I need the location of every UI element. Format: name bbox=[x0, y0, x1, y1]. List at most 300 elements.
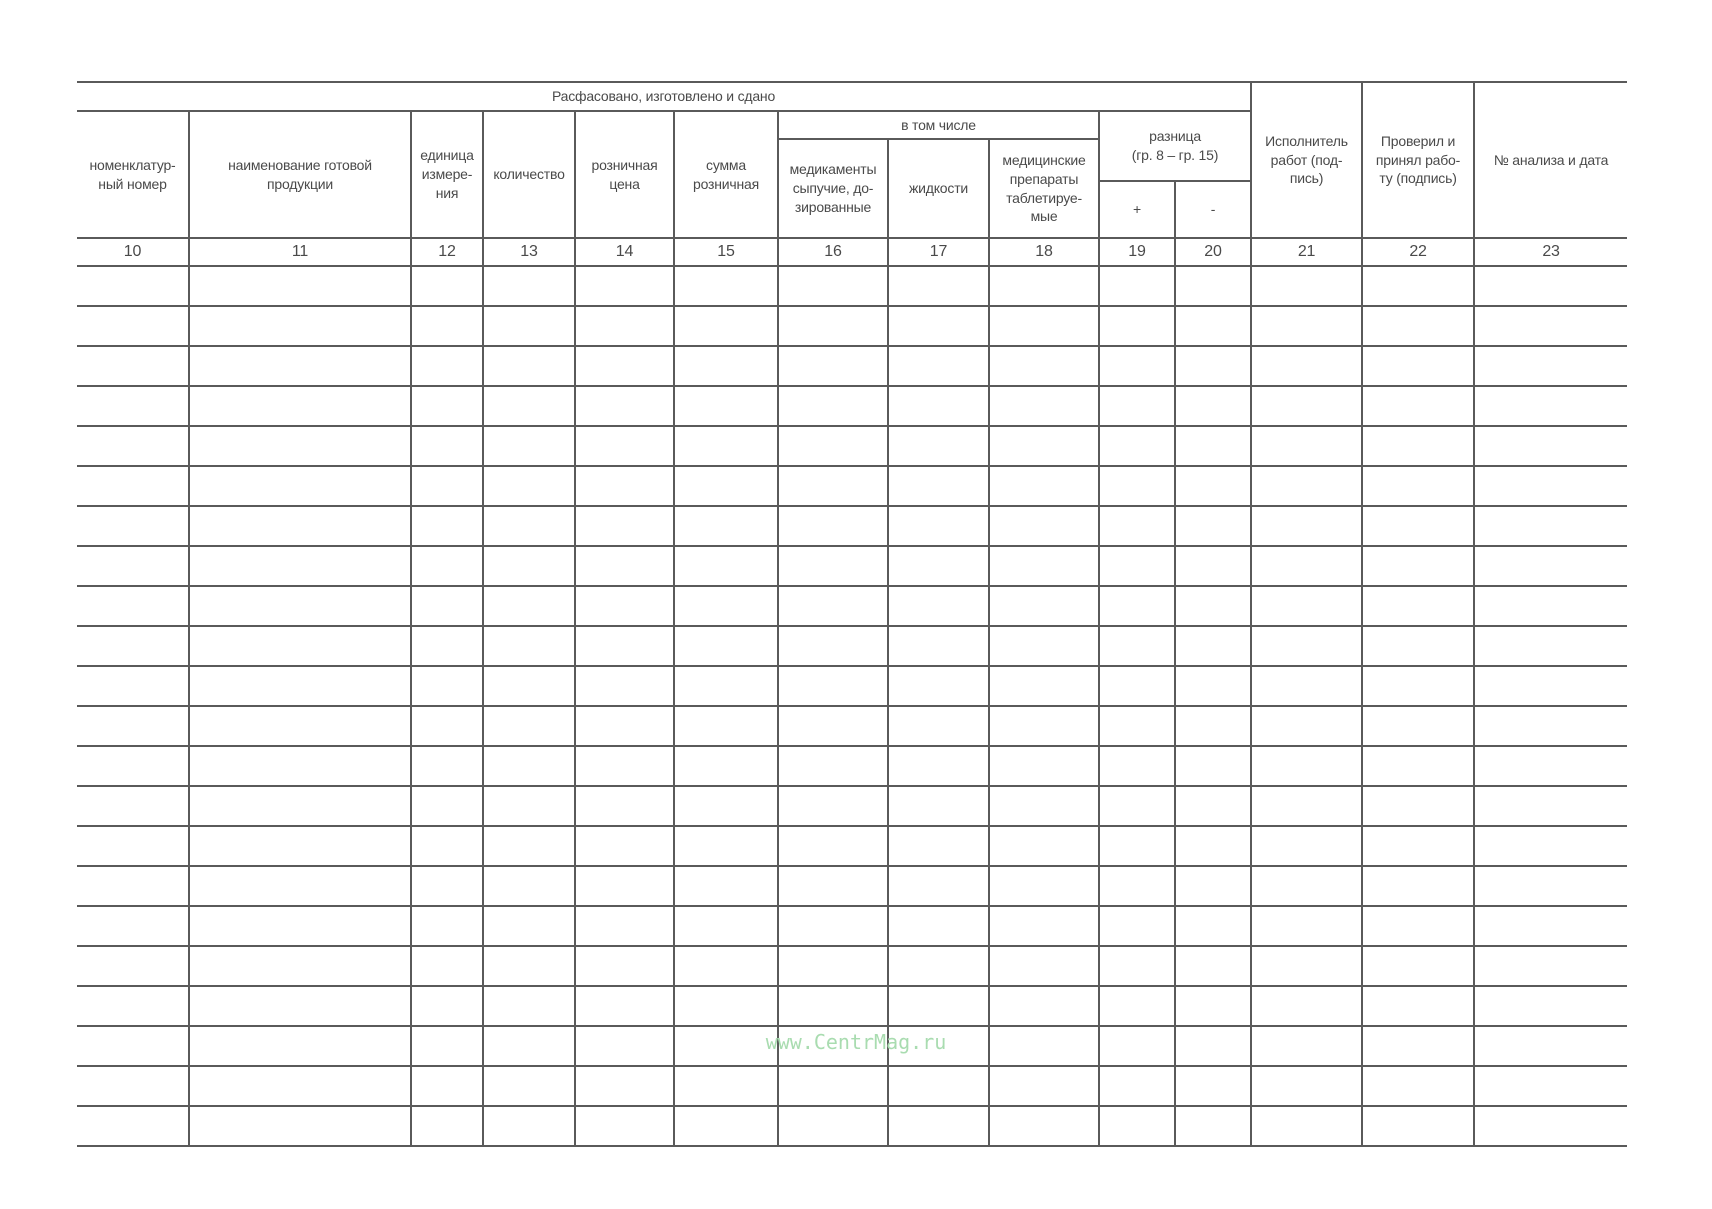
table-cell[interactable] bbox=[575, 306, 674, 346]
table-cell[interactable] bbox=[575, 746, 674, 786]
table-cell[interactable] bbox=[888, 746, 989, 786]
table-cell[interactable] bbox=[1362, 1026, 1474, 1066]
table-cell[interactable] bbox=[77, 986, 189, 1026]
table-cell[interactable] bbox=[77, 706, 189, 746]
table-cell[interactable] bbox=[77, 746, 189, 786]
table-cell[interactable] bbox=[989, 306, 1099, 346]
table-cell[interactable] bbox=[1474, 466, 1627, 506]
table-cell[interactable] bbox=[77, 306, 189, 346]
table-cell[interactable] bbox=[1251, 346, 1362, 386]
table-cell[interactable] bbox=[888, 306, 989, 346]
table-cell[interactable] bbox=[1362, 586, 1474, 626]
table-cell[interactable] bbox=[1175, 626, 1251, 666]
table-cell[interactable] bbox=[1474, 1066, 1627, 1106]
table-cell[interactable] bbox=[1474, 1106, 1627, 1146]
table-cell[interactable] bbox=[1175, 1106, 1251, 1146]
table-cell[interactable] bbox=[989, 786, 1099, 826]
table-cell[interactable] bbox=[575, 946, 674, 986]
table-cell[interactable] bbox=[77, 586, 189, 626]
table-cell[interactable] bbox=[778, 386, 888, 426]
table-cell[interactable] bbox=[989, 266, 1099, 306]
table-cell[interactable] bbox=[575, 546, 674, 586]
table-cell[interactable] bbox=[888, 706, 989, 746]
table-cell[interactable] bbox=[189, 306, 411, 346]
table-cell[interactable] bbox=[483, 906, 575, 946]
table-cell[interactable] bbox=[411, 826, 483, 866]
table-cell[interactable] bbox=[575, 666, 674, 706]
table-cell[interactable] bbox=[189, 506, 411, 546]
table-cell[interactable] bbox=[1099, 1066, 1175, 1106]
table-cell[interactable] bbox=[1474, 786, 1627, 826]
table-cell[interactable] bbox=[483, 586, 575, 626]
table-cell[interactable] bbox=[189, 1106, 411, 1146]
table-cell[interactable] bbox=[674, 466, 778, 506]
table-cell[interactable] bbox=[189, 1066, 411, 1106]
table-cell[interactable] bbox=[888, 946, 989, 986]
table-cell[interactable] bbox=[1175, 546, 1251, 586]
table-cell[interactable] bbox=[1099, 666, 1175, 706]
table-cell[interactable] bbox=[77, 346, 189, 386]
table-cell[interactable] bbox=[483, 706, 575, 746]
table-cell[interactable] bbox=[77, 906, 189, 946]
table-cell[interactable] bbox=[483, 546, 575, 586]
table-cell[interactable] bbox=[989, 506, 1099, 546]
table-cell[interactable] bbox=[1251, 826, 1362, 866]
table-cell[interactable] bbox=[411, 506, 483, 546]
table-cell[interactable] bbox=[1175, 746, 1251, 786]
table-cell[interactable] bbox=[778, 546, 888, 586]
table-cell[interactable] bbox=[1474, 706, 1627, 746]
table-cell[interactable] bbox=[674, 306, 778, 346]
table-cell[interactable] bbox=[189, 626, 411, 666]
table-cell[interactable] bbox=[674, 786, 778, 826]
table-cell[interactable] bbox=[575, 346, 674, 386]
table-cell[interactable] bbox=[1474, 946, 1627, 986]
table-cell[interactable] bbox=[778, 1066, 888, 1106]
table-cell[interactable] bbox=[1175, 786, 1251, 826]
table-cell[interactable] bbox=[189, 786, 411, 826]
table-cell[interactable] bbox=[1251, 666, 1362, 706]
table-cell[interactable] bbox=[1251, 266, 1362, 306]
table-cell[interactable] bbox=[1099, 546, 1175, 586]
table-cell[interactable] bbox=[1099, 466, 1175, 506]
table-cell[interactable] bbox=[411, 986, 483, 1026]
table-cell[interactable] bbox=[575, 706, 674, 746]
table-cell[interactable] bbox=[888, 386, 989, 426]
table-cell[interactable] bbox=[411, 666, 483, 706]
table-cell[interactable] bbox=[674, 386, 778, 426]
table-cell[interactable] bbox=[888, 866, 989, 906]
table-cell[interactable] bbox=[1175, 306, 1251, 346]
table-cell[interactable] bbox=[1362, 386, 1474, 426]
table-cell[interactable] bbox=[778, 306, 888, 346]
table-cell[interactable] bbox=[575, 506, 674, 546]
table-cell[interactable] bbox=[888, 586, 989, 626]
table-cell[interactable] bbox=[1099, 706, 1175, 746]
table-cell[interactable] bbox=[575, 426, 674, 466]
table-cell[interactable] bbox=[888, 1106, 989, 1146]
table-cell[interactable] bbox=[77, 826, 189, 866]
table-cell[interactable] bbox=[1474, 586, 1627, 626]
table-cell[interactable] bbox=[483, 506, 575, 546]
table-cell[interactable] bbox=[1474, 666, 1627, 706]
table-cell[interactable] bbox=[575, 786, 674, 826]
table-cell[interactable] bbox=[1099, 906, 1175, 946]
table-cell[interactable] bbox=[77, 1026, 189, 1066]
table-cell[interactable] bbox=[411, 706, 483, 746]
table-cell[interactable] bbox=[674, 826, 778, 866]
table-cell[interactable] bbox=[674, 1026, 778, 1066]
table-cell[interactable] bbox=[674, 426, 778, 466]
table-cell[interactable] bbox=[77, 666, 189, 706]
table-cell[interactable] bbox=[189, 946, 411, 986]
table-cell[interactable] bbox=[1175, 1026, 1251, 1066]
table-cell[interactable] bbox=[411, 866, 483, 906]
table-cell[interactable] bbox=[1175, 346, 1251, 386]
table-cell[interactable] bbox=[575, 1066, 674, 1106]
table-cell[interactable] bbox=[483, 746, 575, 786]
table-cell[interactable] bbox=[1175, 906, 1251, 946]
table-cell[interactable] bbox=[483, 346, 575, 386]
table-cell[interactable] bbox=[989, 826, 1099, 866]
table-cell[interactable] bbox=[189, 426, 411, 466]
table-cell[interactable] bbox=[1251, 426, 1362, 466]
table-cell[interactable] bbox=[888, 1026, 989, 1066]
table-cell[interactable] bbox=[1474, 546, 1627, 586]
table-cell[interactable] bbox=[1474, 346, 1627, 386]
table-cell[interactable] bbox=[1251, 626, 1362, 666]
table-cell[interactable] bbox=[888, 626, 989, 666]
table-cell[interactable] bbox=[989, 1066, 1099, 1106]
table-cell[interactable] bbox=[1474, 1026, 1627, 1066]
table-cell[interactable] bbox=[989, 586, 1099, 626]
table-cell[interactable] bbox=[1175, 506, 1251, 546]
table-cell[interactable] bbox=[674, 266, 778, 306]
table-cell[interactable] bbox=[778, 506, 888, 546]
table-cell[interactable] bbox=[1175, 706, 1251, 746]
table-cell[interactable] bbox=[778, 706, 888, 746]
table-cell[interactable] bbox=[888, 666, 989, 706]
table-cell[interactable] bbox=[189, 906, 411, 946]
table-cell[interactable] bbox=[1251, 386, 1362, 426]
table-cell[interactable] bbox=[1251, 906, 1362, 946]
table-cell[interactable] bbox=[411, 466, 483, 506]
table-cell[interactable] bbox=[674, 746, 778, 786]
table-cell[interactable] bbox=[411, 306, 483, 346]
table-cell[interactable] bbox=[778, 626, 888, 666]
table-cell[interactable] bbox=[1362, 506, 1474, 546]
table-cell[interactable] bbox=[674, 546, 778, 586]
table-cell[interactable] bbox=[575, 986, 674, 1026]
table-cell[interactable] bbox=[1362, 1106, 1474, 1146]
table-cell[interactable] bbox=[888, 506, 989, 546]
table-cell[interactable] bbox=[483, 946, 575, 986]
table-cell[interactable] bbox=[575, 466, 674, 506]
table-cell[interactable] bbox=[1175, 826, 1251, 866]
table-cell[interactable] bbox=[1362, 746, 1474, 786]
table-cell[interactable] bbox=[989, 666, 1099, 706]
table-cell[interactable] bbox=[989, 626, 1099, 666]
table-cell[interactable] bbox=[778, 746, 888, 786]
table-cell[interactable] bbox=[888, 466, 989, 506]
table-cell[interactable] bbox=[483, 626, 575, 666]
table-cell[interactable] bbox=[1175, 266, 1251, 306]
table-cell[interactable] bbox=[77, 626, 189, 666]
table-cell[interactable] bbox=[989, 386, 1099, 426]
table-cell[interactable] bbox=[989, 346, 1099, 386]
table-cell[interactable] bbox=[411, 586, 483, 626]
table-cell[interactable] bbox=[77, 506, 189, 546]
table-cell[interactable] bbox=[1251, 946, 1362, 986]
table-cell[interactable] bbox=[989, 746, 1099, 786]
table-cell[interactable] bbox=[77, 466, 189, 506]
table-cell[interactable] bbox=[483, 826, 575, 866]
table-cell[interactable] bbox=[77, 266, 189, 306]
table-cell[interactable] bbox=[483, 1026, 575, 1066]
table-cell[interactable] bbox=[77, 866, 189, 906]
table-cell[interactable] bbox=[674, 586, 778, 626]
table-cell[interactable] bbox=[411, 1026, 483, 1066]
table-cell[interactable] bbox=[989, 1026, 1099, 1066]
table-cell[interactable] bbox=[411, 1106, 483, 1146]
table-cell[interactable] bbox=[575, 1106, 674, 1146]
table-cell[interactable] bbox=[1474, 506, 1627, 546]
table-cell[interactable] bbox=[1099, 626, 1175, 666]
table-cell[interactable] bbox=[674, 906, 778, 946]
table-cell[interactable] bbox=[1251, 306, 1362, 346]
table-cell[interactable] bbox=[575, 586, 674, 626]
table-cell[interactable] bbox=[1362, 706, 1474, 746]
table-cell[interactable] bbox=[483, 1106, 575, 1146]
table-cell[interactable] bbox=[888, 266, 989, 306]
table-cell[interactable] bbox=[778, 946, 888, 986]
table-cell[interactable] bbox=[575, 906, 674, 946]
table-cell[interactable] bbox=[888, 546, 989, 586]
table-cell[interactable] bbox=[483, 1066, 575, 1106]
table-cell[interactable] bbox=[483, 466, 575, 506]
table-cell[interactable] bbox=[989, 866, 1099, 906]
table-cell[interactable] bbox=[1251, 1026, 1362, 1066]
table-cell[interactable] bbox=[888, 346, 989, 386]
table-cell[interactable] bbox=[1362, 1066, 1474, 1106]
table-cell[interactable] bbox=[778, 786, 888, 826]
table-cell[interactable] bbox=[1474, 626, 1627, 666]
table-cell[interactable] bbox=[778, 866, 888, 906]
table-cell[interactable] bbox=[778, 426, 888, 466]
table-cell[interactable] bbox=[189, 466, 411, 506]
table-cell[interactable] bbox=[674, 506, 778, 546]
table-cell[interactable] bbox=[989, 546, 1099, 586]
table-cell[interactable] bbox=[888, 826, 989, 866]
table-cell[interactable] bbox=[1362, 786, 1474, 826]
table-cell[interactable] bbox=[1362, 426, 1474, 466]
table-cell[interactable] bbox=[575, 266, 674, 306]
table-cell[interactable] bbox=[411, 266, 483, 306]
table-cell[interactable] bbox=[411, 626, 483, 666]
table-cell[interactable] bbox=[674, 666, 778, 706]
table-cell[interactable] bbox=[483, 266, 575, 306]
table-cell[interactable] bbox=[411, 386, 483, 426]
table-cell[interactable] bbox=[1251, 506, 1362, 546]
table-cell[interactable] bbox=[189, 866, 411, 906]
table-cell[interactable] bbox=[1251, 1106, 1362, 1146]
table-cell[interactable] bbox=[989, 466, 1099, 506]
table-cell[interactable] bbox=[1175, 986, 1251, 1026]
table-cell[interactable] bbox=[77, 1066, 189, 1106]
table-cell[interactable] bbox=[1474, 426, 1627, 466]
table-cell[interactable] bbox=[1175, 386, 1251, 426]
table-cell[interactable] bbox=[575, 1026, 674, 1066]
table-cell[interactable] bbox=[1099, 986, 1175, 1026]
table-cell[interactable] bbox=[1474, 306, 1627, 346]
table-cell[interactable] bbox=[411, 1066, 483, 1106]
table-cell[interactable] bbox=[1362, 626, 1474, 666]
table-cell[interactable] bbox=[778, 1026, 888, 1066]
table-cell[interactable] bbox=[1099, 586, 1175, 626]
table-cell[interactable] bbox=[888, 986, 989, 1026]
table-cell[interactable] bbox=[1175, 466, 1251, 506]
table-cell[interactable] bbox=[77, 426, 189, 466]
table-cell[interactable] bbox=[189, 746, 411, 786]
table-cell[interactable] bbox=[411, 946, 483, 986]
table-cell[interactable] bbox=[1099, 946, 1175, 986]
table-cell[interactable] bbox=[411, 906, 483, 946]
table-cell[interactable] bbox=[1251, 786, 1362, 826]
table-cell[interactable] bbox=[778, 906, 888, 946]
table-cell[interactable] bbox=[1362, 986, 1474, 1026]
table-cell[interactable] bbox=[778, 266, 888, 306]
table-cell[interactable] bbox=[778, 346, 888, 386]
table-cell[interactable] bbox=[674, 866, 778, 906]
table-cell[interactable] bbox=[1362, 266, 1474, 306]
table-cell[interactable] bbox=[1251, 586, 1362, 626]
table-cell[interactable] bbox=[778, 826, 888, 866]
table-cell[interactable] bbox=[1362, 466, 1474, 506]
table-cell[interactable] bbox=[189, 546, 411, 586]
table-cell[interactable] bbox=[483, 786, 575, 826]
table-cell[interactable] bbox=[989, 1106, 1099, 1146]
table-cell[interactable] bbox=[1099, 866, 1175, 906]
table-cell[interactable] bbox=[77, 1106, 189, 1146]
table-cell[interactable] bbox=[1099, 386, 1175, 426]
table-cell[interactable] bbox=[483, 986, 575, 1026]
table-cell[interactable] bbox=[989, 986, 1099, 1026]
table-cell[interactable] bbox=[674, 346, 778, 386]
table-cell[interactable] bbox=[77, 546, 189, 586]
table-cell[interactable] bbox=[888, 426, 989, 466]
table-cell[interactable] bbox=[1099, 1106, 1175, 1146]
table-cell[interactable] bbox=[77, 786, 189, 826]
table-cell[interactable] bbox=[1175, 1066, 1251, 1106]
table-cell[interactable] bbox=[1251, 466, 1362, 506]
table-cell[interactable] bbox=[575, 626, 674, 666]
table-cell[interactable] bbox=[778, 666, 888, 706]
table-cell[interactable] bbox=[1474, 866, 1627, 906]
table-cell[interactable] bbox=[1474, 826, 1627, 866]
table-cell[interactable] bbox=[1099, 346, 1175, 386]
table-cell[interactable] bbox=[778, 1106, 888, 1146]
table-cell[interactable] bbox=[778, 586, 888, 626]
table-cell[interactable] bbox=[1251, 986, 1362, 1026]
table-cell[interactable] bbox=[1362, 546, 1474, 586]
table-cell[interactable] bbox=[1175, 866, 1251, 906]
table-cell[interactable] bbox=[1175, 426, 1251, 466]
table-cell[interactable] bbox=[1099, 306, 1175, 346]
table-cell[interactable] bbox=[189, 986, 411, 1026]
table-cell[interactable] bbox=[1175, 946, 1251, 986]
table-cell[interactable] bbox=[411, 746, 483, 786]
table-cell[interactable] bbox=[411, 346, 483, 386]
table-cell[interactable] bbox=[1251, 866, 1362, 906]
table-cell[interactable] bbox=[189, 826, 411, 866]
table-cell[interactable] bbox=[1175, 666, 1251, 706]
table-cell[interactable] bbox=[674, 1066, 778, 1106]
table-cell[interactable] bbox=[1099, 506, 1175, 546]
table-cell[interactable] bbox=[1099, 746, 1175, 786]
table-cell[interactable] bbox=[1474, 906, 1627, 946]
table-cell[interactable] bbox=[1362, 946, 1474, 986]
table-cell[interactable] bbox=[483, 866, 575, 906]
table-cell[interactable] bbox=[1099, 786, 1175, 826]
table-cell[interactable] bbox=[1099, 826, 1175, 866]
table-cell[interactable] bbox=[674, 946, 778, 986]
table-cell[interactable] bbox=[483, 386, 575, 426]
table-cell[interactable] bbox=[575, 386, 674, 426]
table-cell[interactable] bbox=[674, 706, 778, 746]
table-cell[interactable] bbox=[1474, 386, 1627, 426]
table-cell[interactable] bbox=[411, 786, 483, 826]
table-cell[interactable] bbox=[989, 946, 1099, 986]
table-cell[interactable] bbox=[1251, 546, 1362, 586]
table-cell[interactable] bbox=[1362, 346, 1474, 386]
table-cell[interactable] bbox=[888, 1066, 989, 1106]
table-cell[interactable] bbox=[1474, 746, 1627, 786]
table-cell[interactable] bbox=[1099, 1026, 1175, 1066]
table-cell[interactable] bbox=[189, 586, 411, 626]
table-cell[interactable] bbox=[483, 666, 575, 706]
table-cell[interactable] bbox=[189, 346, 411, 386]
table-cell[interactable] bbox=[1362, 666, 1474, 706]
table-cell[interactable] bbox=[778, 466, 888, 506]
table-cell[interactable] bbox=[674, 626, 778, 666]
table-cell[interactable] bbox=[77, 386, 189, 426]
table-cell[interactable] bbox=[989, 426, 1099, 466]
table-cell[interactable] bbox=[411, 426, 483, 466]
table-cell[interactable] bbox=[1362, 866, 1474, 906]
table-cell[interactable] bbox=[1251, 746, 1362, 786]
table-cell[interactable] bbox=[888, 906, 989, 946]
table-cell[interactable] bbox=[77, 946, 189, 986]
table-cell[interactable] bbox=[1251, 706, 1362, 746]
table-cell[interactable] bbox=[989, 706, 1099, 746]
table-cell[interactable] bbox=[888, 786, 989, 826]
table-cell[interactable] bbox=[989, 906, 1099, 946]
table-cell[interactable] bbox=[189, 266, 411, 306]
table-cell[interactable] bbox=[575, 866, 674, 906]
table-cell[interactable] bbox=[778, 986, 888, 1026]
table-cell[interactable] bbox=[1175, 586, 1251, 626]
table-cell[interactable] bbox=[1474, 266, 1627, 306]
table-cell[interactable] bbox=[1251, 1066, 1362, 1106]
table-cell[interactable] bbox=[189, 706, 411, 746]
table-cell[interactable] bbox=[1362, 306, 1474, 346]
table-cell[interactable] bbox=[483, 426, 575, 466]
table-cell[interactable] bbox=[1474, 986, 1627, 1026]
table-cell[interactable] bbox=[1099, 266, 1175, 306]
table-cell[interactable] bbox=[189, 1026, 411, 1066]
table-cell[interactable] bbox=[575, 826, 674, 866]
table-cell[interactable] bbox=[1362, 826, 1474, 866]
